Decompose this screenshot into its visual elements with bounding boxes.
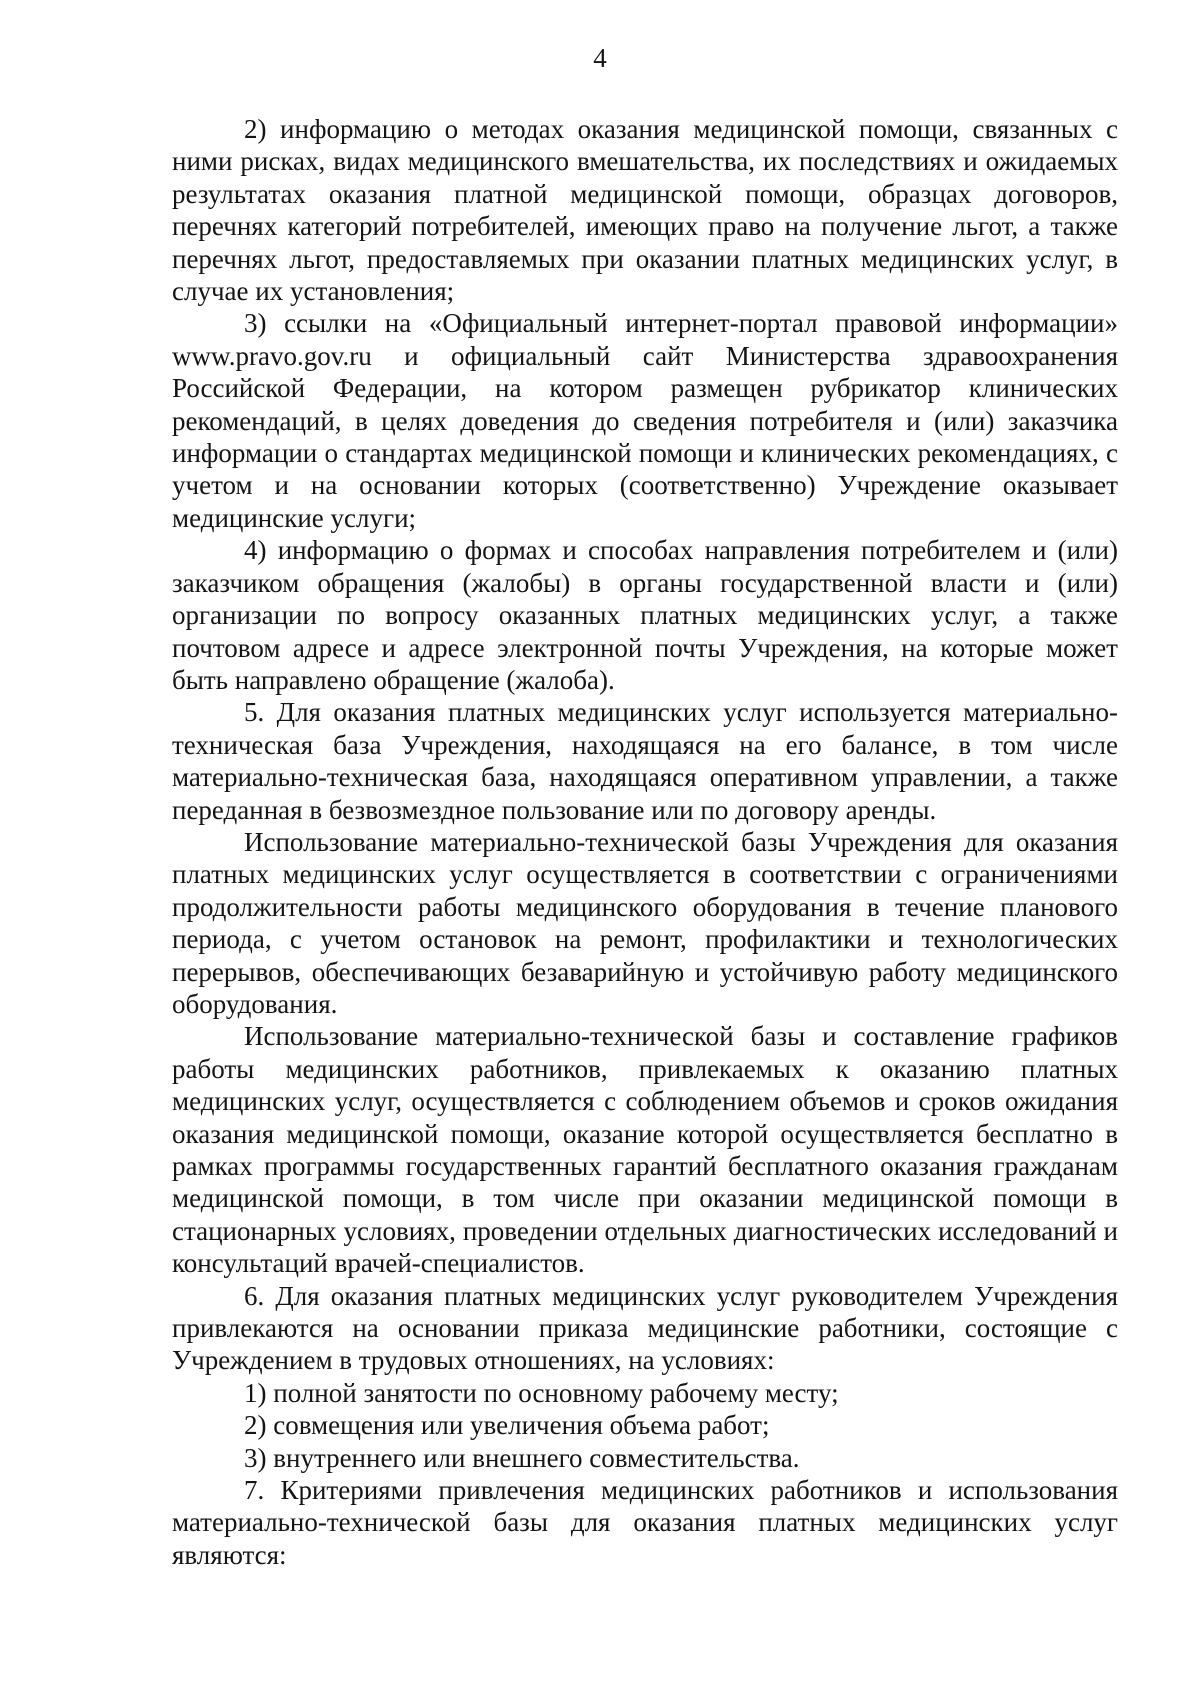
list-item-part-time: 3) внутреннего или внешнего совместительства. xyxy=(244,1442,800,1473)
paragraph-section-6-staff: 6. Для оказания платных медицинских услуг руководителем Учреждения привлекаются на основании приказа медицинские работники, состоящие с Учреждением в трудовых отношениях, на условиях: xyxy=(172,1280,1118,1376)
list-item-combination: 2) совмещения или увеличения объема работ; xyxy=(244,1410,770,1441)
paragraph-item-2-info-methods: 2) информацию о методах оказания медицинской помощи, связанных с ними рисках, видах медицинского вмешательства, их последствиях и ожидаемых результатах оказания платной медицинской помощи, образцах договоров, перечнях категорий потребителей, имеющих право на получение льгот, а также перечнях льгот, предоставляемых при оказании платных медицинских услуг, в случае их установления; xyxy=(172,114,1118,307)
paragraph-equipment-usage: Использование материально-технической базы Учреждения для оказания платных медицинских услуг осуществляется в соответствии с ограничениями продолжительности работы медицинского оборудования в течение планового периода, с учетом остановок на ремонт, профилактики и технологических перерывов, обеспечивающих безаварийную и устойчивую работу медицинского оборудования. xyxy=(172,826,1118,1019)
paragraph-item-3-links: 3) ссылки на «Официальный интернет-портал правовой информации» www.pravo.gov.ru и официальный сайт Министерства здравоохранения Российской Федерации, на котором размещен рубрикатор клинических рекомендаций, в целях доведения до сведения потребителя и (или) заказчика информации о стандартах медицинской помощи и клинических рекомендациях, с учетом и на основании которых (соответственно) Учреждение оказывает медицинские услуги; xyxy=(172,308,1118,533)
paragraph-work-schedules: Использование материально-технической базы и составление графиков работы медицинских работников, привлекаемых к оказанию платных медицинских услуг, осуществляется с соблюдением объемов и сроков ожидания оказания медицинской помощи, оказание которой осуществляется бесплатно в рамках программы государственных гарантий бесплатного оказания гражданам медицинской помощи, в том числе при оказании медицинской помощи в стационарных условиях, проведении отдельных диагностических исследований и консультаций врачей-специалистов. xyxy=(172,1021,1118,1279)
paragraph-section-5-material-base: 5. Для оказания платных медицинских услуг используется материально-техническая база Учреждения, находящаяся на его балансе, в том числе материально-техническая база, находящаяся оперативном управлении, а также переданная в безвозмездное пользование или по договору аренды. xyxy=(172,697,1118,825)
paragraph-section-7-criteria: 7. Критериями привлечения медицинских работников и использования материально-технической базы для оказания платных медицинских услуг являются: xyxy=(172,1475,1118,1570)
page-number: 4 xyxy=(593,43,607,73)
paragraph-item-4-complaints: 4) информацию о формах и способах направления потребителем и (или) заказчиком обращения (жалобы) в органы государственной власти и (или) организации по вопросу оказанных платных медицинских услуг, а также почтовом адресе и адресе электронной почты Учреждения, на которые может быть направлено обращение (жалоба). xyxy=(172,535,1118,695)
list-item-full-employment: 1) полной занятости по основному рабочему месту; xyxy=(244,1377,839,1408)
document-body xyxy=(172,113,1118,1571)
